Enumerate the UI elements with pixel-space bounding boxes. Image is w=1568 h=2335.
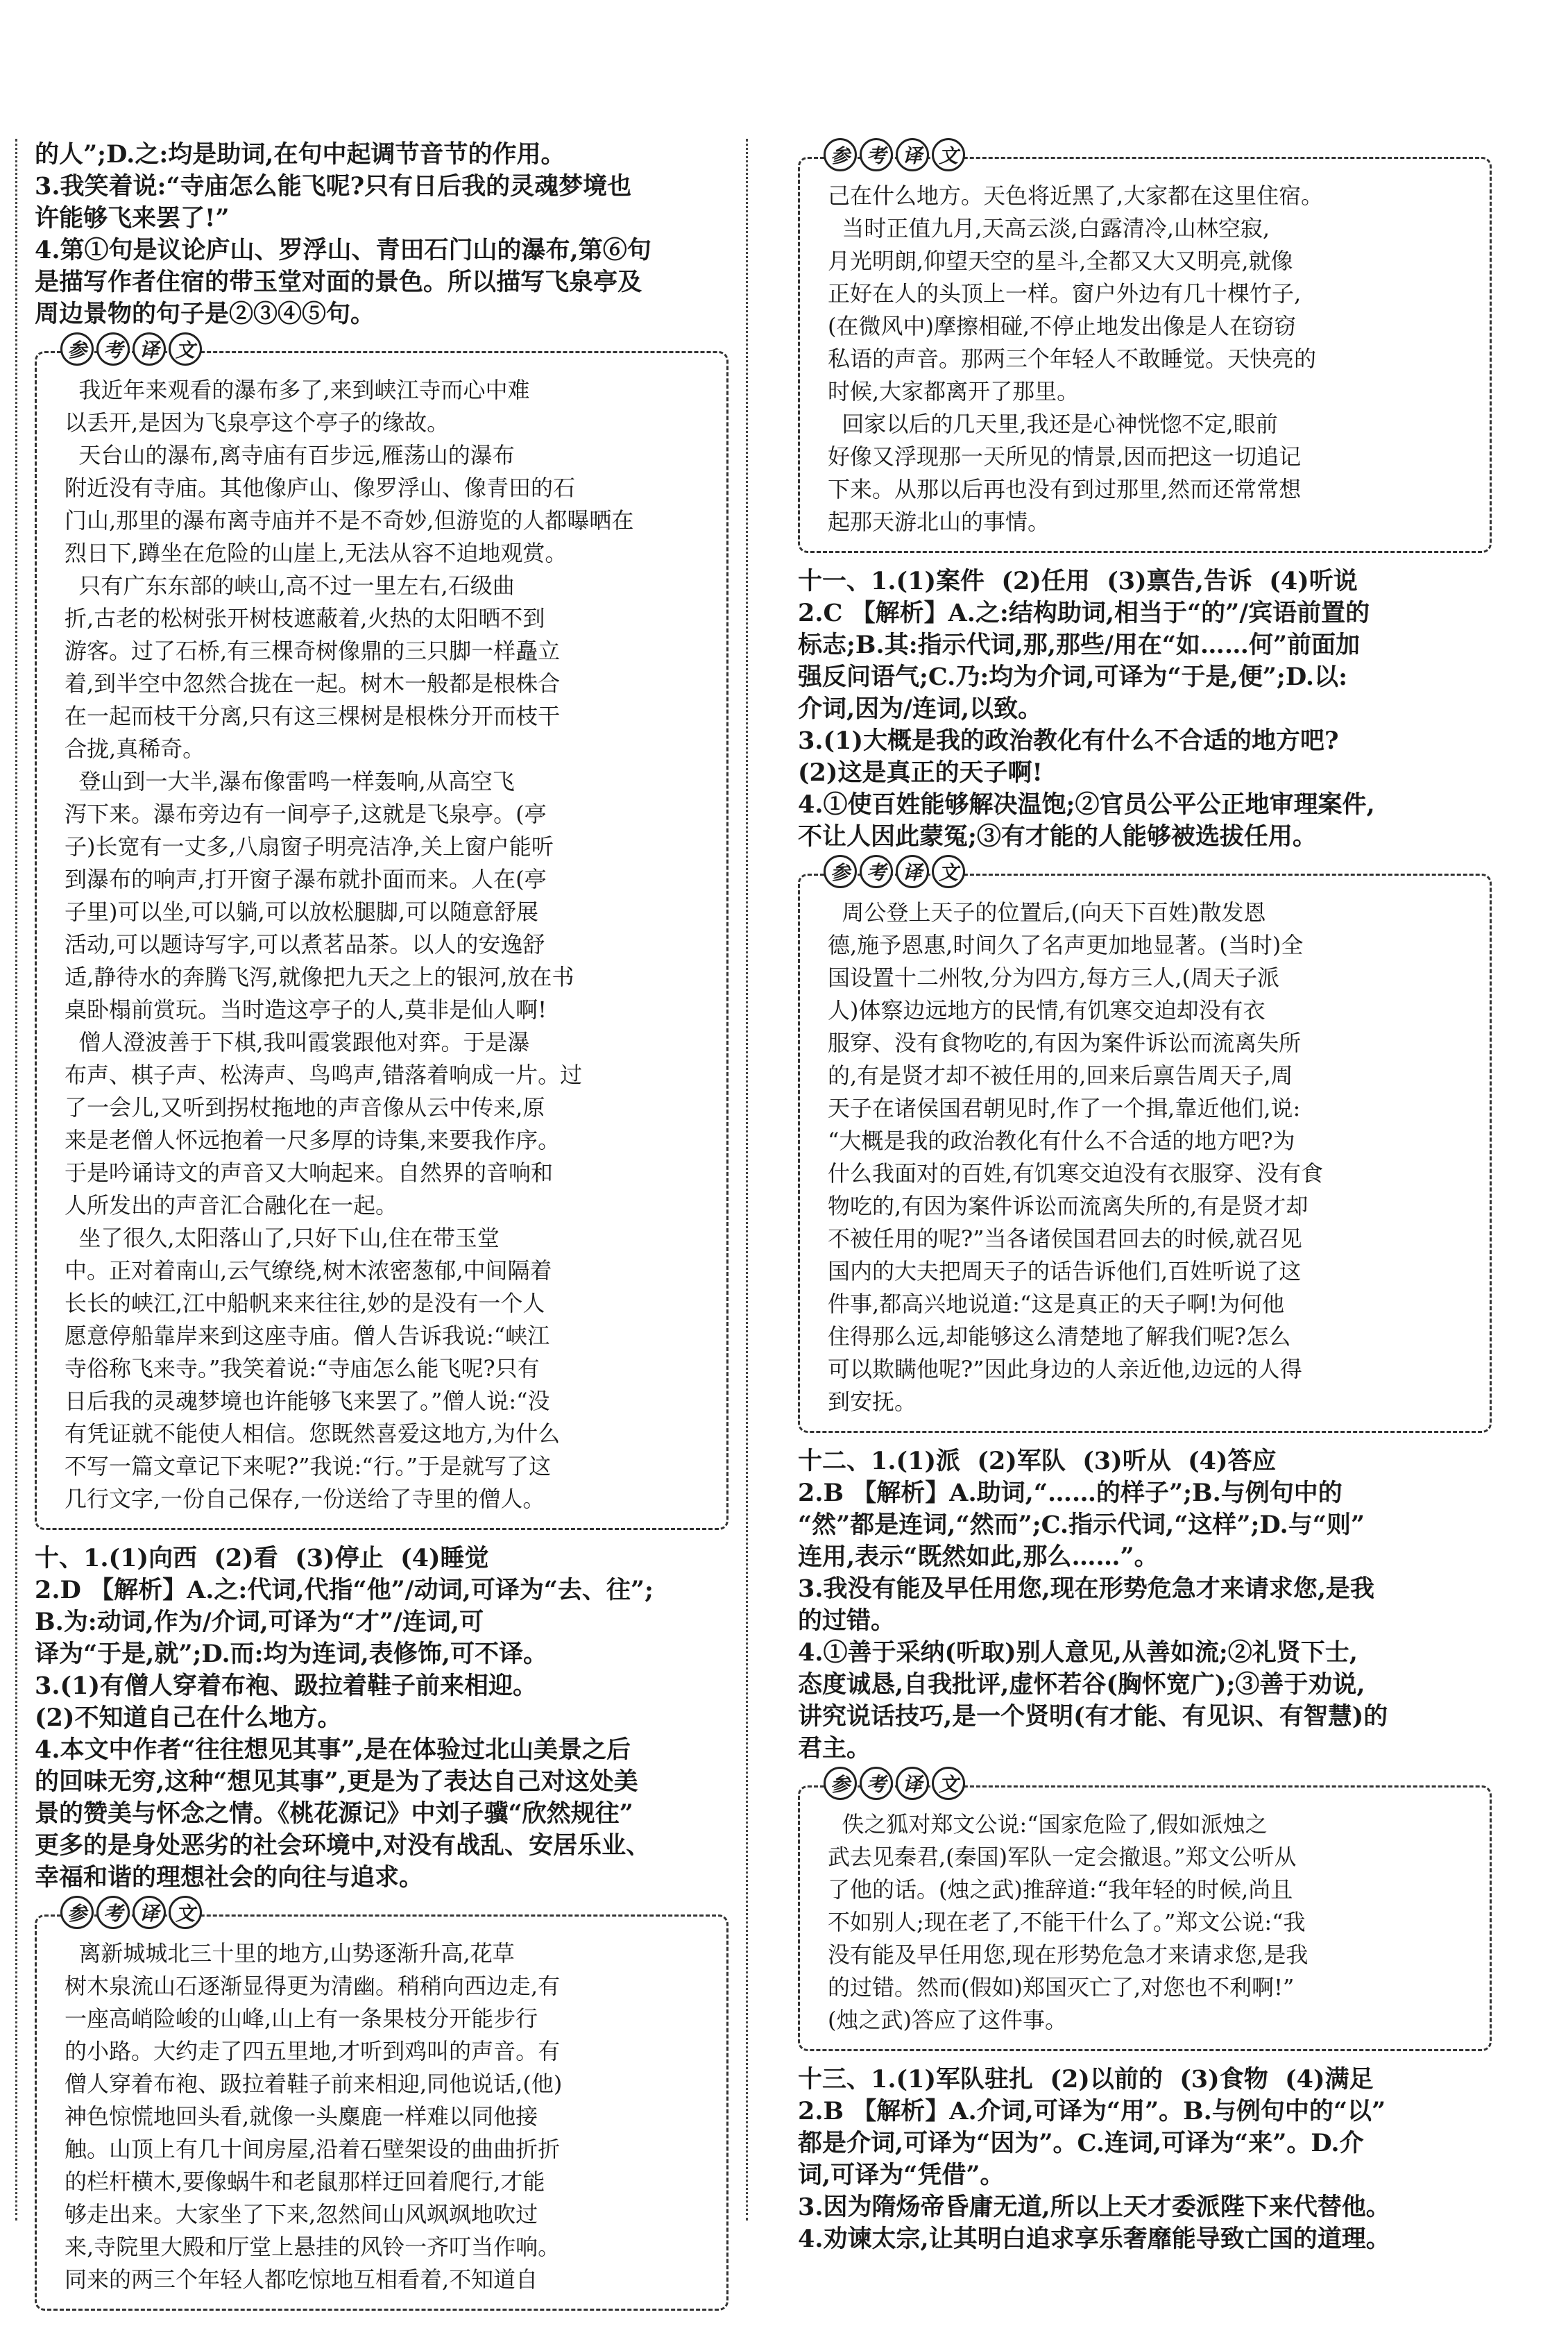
translation-line: 物吃的,有因为案件诉讼而流离失所的,有是贤才却 [828, 1193, 1309, 1219]
translation-line: 可以欺瞒他呢?”因此身边的人亲近他,边远的人得 [828, 1356, 1302, 1382]
translation-line: 寺俗称飞来寺。”我笑着说:“寺庙怎么能飞呢?只有 [65, 1355, 540, 1382]
translation-line: 来是老僧人怀远抱着一尺多厚的诗集,来要我作序。 [65, 1127, 561, 1153]
translation-line: 僧人穿着布袍、趿拉着鞋子前来相迎,同他说话,(他) [65, 2071, 563, 2097]
translation-line: 德,施予恩惠,时间久了名声更加地显著。(当时)全 [828, 932, 1304, 958]
answer-line: 十一、1.(1)案件 (2)任用 (3)禀告,告诉 (4)听说 [798, 567, 1358, 595]
translation-line: 月光明朗,仰望天空的星斗,全都又大又明亮,就像 [828, 248, 1293, 274]
translation-line: 什么我面对的百姓,有饥寒交迫没有衣服穿、没有食 [828, 1160, 1324, 1187]
translation-line: 的小路。大约走了四五里地,才听到鸡叫的声音。有 [65, 2038, 561, 2064]
label-char: 考 [96, 1896, 130, 1929]
translation-line: 天台山的瀑布,离寺庙有百步远,雁荡山的瀑布 [65, 442, 515, 468]
translation-line: 同来的两三个年轻人都吃惊地互相看着,不知道自 [65, 2266, 538, 2293]
answer-line: (2)这是真正的天子啊! [798, 758, 1043, 787]
answer-line: 十、1.(1)向西 (2)看 (3)停止 (4)睡觉 [35, 1544, 489, 1572]
translation-line: 国设置十二州牧,分为四方,每方三人,(周天子派 [828, 965, 1280, 991]
answer-line: 2.D 【解析】A.之:代词,代指“他”/动词,可译为“去、往”; [35, 1576, 654, 1604]
translation-line: 中。正对着南山,云气缭绕,树木浓密葱郁,中间隔着 [65, 1257, 552, 1284]
translation-line: 几行文字,一份自己保存,一份送给了寺里的僧人。 [65, 1486, 545, 1512]
translation-line: 门山,那里的瀑布离寺庙并不是不奇妙,但游览的人都曝晒在 [65, 507, 634, 534]
translation-line: “大概是我的政治教化有什么不合适的地方吧?为 [828, 1128, 1295, 1154]
translation-line: 不写一篇文章记下来呢?”我说:“行。”于是就写了这 [65, 1453, 552, 1479]
translation-line: 有凭证就不能使人相信。您既然喜爱这地方,为什么 [65, 1420, 561, 1447]
translation-line: 日后我的灵魂梦境也许能够飞来罢了。”僧人说:“没 [65, 1388, 550, 1414]
translation-line: 着,到半空中忽然合拢在一起。树木一般都是根株合 [65, 670, 561, 697]
translation-line: 泻下来。瀑布旁边有一间亭子,这就是飞泉亭。(亭 [65, 801, 547, 827]
translation-line: 到安抚。 [828, 1389, 917, 1415]
translation-line: 我近年来观看的瀑布多了,来到峡江寺而心中难 [65, 377, 530, 403]
answer-line: 词,可译为“凭借”。 [798, 2161, 1005, 2189]
label-char: 译 [133, 1896, 166, 1929]
answer-line: 2.B 【解析】A.助词,“……的样子”;B.与例句中的 [798, 1479, 1343, 1507]
translation-line: 的栏杆横木,要像蜗牛和老鼠那样迂回着爬行,才能 [65, 2168, 545, 2195]
label-char: 译 [896, 1767, 929, 1800]
translation-line: 佚之狐对郑文公说:“国家危险了,假如派烛之 [828, 1811, 1268, 1837]
translation-line: 合拢,真稀奇。 [65, 736, 205, 762]
translation-line: 私语的声音。那两三个年轻人不敢睡觉。天快亮的 [828, 346, 1317, 372]
answer-line: 许能够飞来罢了!” [35, 204, 230, 232]
label-char: 文 [932, 138, 965, 171]
translation-line: 一座高峭险峻的山峰,山上有一条果枝分开能步行 [65, 2005, 538, 2032]
translation-line: 当时正值九月,天高云淡,白露清冷,山林空寂, [828, 215, 1270, 241]
translation-line: 坐了很久,太阳落山了,只好下山,住在带玉堂 [65, 1225, 500, 1251]
answer-line: 景的赞美与怀念之情。《桃花源记》中刘子骥“欣然规往” [35, 1799, 633, 1828]
label-char: 文 [169, 1896, 202, 1929]
translation-line: 人)体察边远地方的民情,有饥寒交迫却没有衣 [828, 997, 1266, 1024]
answer-line: 3.(1)大概是我的政治教化有什么不合适的地方吧? [798, 727, 1339, 755]
label-char: 文 [932, 855, 965, 888]
translation-box-3 [798, 144, 1492, 553]
answer-line: 强反问语气;C.乃:均为介词,可译为“于是,便”;D.以: [798, 663, 1348, 691]
answer-line: 4.①善于采纳(听取)别人意见,从善如流;②礼贤下士, [798, 1638, 1358, 1667]
translation-line: 树木泉流山石逐渐显得更为清幽。稍稍向西边走,有 [65, 1973, 561, 1999]
answer-line: 十三、1.(1)军队驻扎 (2)以前的 (3)食物 (4)满足 [798, 2065, 1374, 2094]
label-char: 参 [60, 1896, 94, 1929]
answer-line: 介词,因为/连词,以致。 [798, 695, 1043, 723]
translation-line: 件事,都高兴地说道:“这是真正的天子啊!为何他 [828, 1291, 1285, 1317]
answer-line: 态度诚恳,自我批评,虚怀若谷(胸怀宽广);③善于劝说, [798, 1670, 1365, 1699]
translation-line: 活动,可以题诗写字,可以煮茗品茶。以人的安逸舒 [65, 931, 545, 958]
translation-line: 在一起而枝干分离,只有这三棵树是根株分开而枝干 [65, 703, 561, 729]
translation-line: 的,有是贤才却不被任用的,回来后禀告周天子,周 [828, 1062, 1293, 1089]
reference-translation-label [824, 138, 965, 171]
answer-line: 4.第①句是议论庐山、罗浮山、青田石门山的瀑布,第⑥句 [35, 236, 651, 264]
label-char: 译 [133, 332, 166, 366]
translation-box-1 [35, 339, 728, 1530]
answer-line: 3.我没有能及早任用您,现在形势危急才来请求您,是我 [798, 1574, 1374, 1603]
translation-box-5 [798, 1773, 1492, 2051]
translation-line: 游客。过了石桥,有三棵奇树像鼎的三只脚一样矗立 [65, 638, 561, 664]
answer-line: 是描写作者住宿的带玉堂对面的景色。所以描写飞泉亭及 [35, 268, 642, 296]
answer-line: 4.①使百姓能够解决温饱;②官员公平公正地审理案件, [798, 790, 1375, 819]
left-edge-rule [15, 139, 17, 2221]
answer-line: “然”都是连词,“然而”;C.指示代词,“这样”;D.与“则” [798, 1511, 1365, 1539]
translation-line: 不被任用的呢?”当各诸侯国君回去的时候,就召见 [828, 1225, 1302, 1252]
translation-line: 愿意停船靠岸来到这座寺庙。僧人告诉我说:“峡江 [65, 1323, 550, 1349]
translation-line: 于是吟诵诗文的声音又大响起来。自然界的音响和 [65, 1160, 554, 1186]
translation-line: 好像又浮现那一天所见的情景,因而把这一切追记 [828, 443, 1302, 470]
label-char: 参 [824, 138, 857, 171]
answer-line: 标志;B.其:指示代词,那,那些/用在“如……何”前面加 [798, 631, 1361, 659]
translation-line: 到瀑布的响声,打开窗子瀑布就扑面而来。人在(亭 [65, 866, 547, 892]
translation-line: 的过错。然而(假如)郑国灭亡了,对您也不利啊!” [828, 1974, 1295, 2001]
translation-line: 烈日下,蹲坐在危险的山崖上,无法从容不迫地观赏。 [65, 540, 568, 566]
answer-line: 更多的是身处恶劣的社会环境中,对没有战乱、安居乐业、 [35, 1831, 651, 1860]
translation-line: 登山到一大半,瀑布像雷鸣一样轰响,从高空飞 [65, 768, 515, 795]
translation-line: 天子在诸侯国君朝见时,作了一个揖,靠近他们,说: [828, 1095, 1301, 1121]
translation-line: 以丢开,是因为飞泉亭这个亭子的缘故。 [65, 409, 450, 436]
translation-line: 住得那么远,却能够这么清楚地了解我们呢?怎么 [828, 1323, 1291, 1350]
answer-line: 译为“于是,就”;D.而:均为连词,表修饰,可不译。 [35, 1640, 547, 1668]
translation-line: 只有广东东部的峡山,高不过一里左右,石级曲 [65, 572, 515, 599]
translation-line: 触。山顶上有几十间房屋,沿着石壁架设的曲曲折折 [65, 2136, 561, 2162]
label-char: 参 [60, 332, 94, 366]
answer-line: 都是介词,可译为“因为”。C.连词,可译为“来”。D.介 [798, 2129, 1364, 2157]
answer-line: (2)不知道自己在什么地方。 [35, 1704, 342, 1732]
translation-line: 折,古老的松树张开树枝遮蔽着,火热的太阳晒不到 [65, 605, 545, 631]
translation-line: 周公登上天子的位置后,(向天下百姓)散发恩 [828, 899, 1266, 926]
translation-line: 时候,大家都离开了那里。 [828, 378, 1080, 405]
column-divider [746, 139, 748, 2221]
translation-line: 子)长宽有一丈多,八扇窗子明亮洁净,关上窗户能听 [65, 833, 554, 860]
translation-line: 够走出来。大家坐了下来,忽然间山风飒飒地吹过 [65, 2201, 538, 2227]
translation-line: 了他的话。(烛之武)推辞道:“我年轻的时候,尚且 [828, 1876, 1293, 1903]
answer-line: 君主。 [798, 1734, 871, 1763]
translation-line: 神色惊慌地回头看,就像一头麋鹿一样难以同他接 [65, 2103, 538, 2130]
answer-line: 周边景物的句子是②③④⑤句。 [35, 300, 375, 328]
translation-line: 子里)可以坐,可以躺,可以放松腿脚,可以随意舒展 [65, 899, 539, 925]
answer-line: 讲究说话技巧,是一个贤明(有才能、有见识、有智慧)的 [798, 1702, 1388, 1731]
answer-line: 3.我笑着说:“寺庙怎么能飞呢?只有日后我的灵魂梦境也 [35, 172, 632, 201]
translation-line: 下来。从那以后再也没有到过那里,然而还常常想 [828, 476, 1302, 502]
answer-line: 十二、1.(1)派 (2)军队 (3)听从 (4)答应 [798, 1447, 1277, 1475]
translation-box-4 [798, 861, 1492, 1433]
translation-line: 不如别人;现在老了,不能干什么了。”郑文公说:“我 [828, 1909, 1306, 1935]
label-char: 译 [896, 138, 929, 171]
label-char: 考 [96, 332, 130, 366]
answer-line: 4.本文中作者“往往想见其事”,是在体验过北山美景之后 [35, 1735, 631, 1764]
answer-line: 4.劝谏太宗,让其明白追求享乐奢靡能导致亡国的道理。 [798, 2225, 1390, 2253]
translation-line: 服穿、没有食物吃的,有因为案件诉讼而流离失所 [828, 1030, 1302, 1056]
answer-line: 不让人因此蒙冤;③有才能的人能够被选拔任用。 [798, 822, 1317, 851]
label-char: 译 [896, 855, 929, 888]
translation-line: 起那天游北山的事情。 [828, 509, 1050, 535]
translation-line: (在微风中)摩擦相碰,不停止地发出像是人在窃窃 [828, 313, 1297, 339]
label-char: 参 [824, 1767, 857, 1800]
label-char: 考 [860, 855, 893, 888]
translation-line: 布声、棋子声、松涛声、鸟鸣声,错落着响成一片。过 [65, 1062, 583, 1088]
reference-translation-label [824, 855, 965, 888]
translation-line: 正好在人的头顶上一样。窗户外边有几十棵竹子, [828, 280, 1302, 307]
translation-line: (烛之武)答应了这件事。 [828, 2007, 1067, 2033]
answer-line: 的过错。 [798, 1606, 896, 1635]
translation-line: 人所发出的声音汇合融化在一起。 [65, 1192, 398, 1219]
translation-line: 没有能及早任用您,现在形势危急才来请求您,是我 [828, 1942, 1309, 1968]
answer-line: B.为:动词,作为/介词,可译为“才”/连词,可 [35, 1608, 484, 1636]
translation-line: 附近没有寺庙。其他像庐山、像罗浮山、像青田的石 [65, 475, 576, 501]
answer-line: 幸福和谐的理想社会的向往与追求。 [35, 1863, 424, 1892]
label-char: 文 [932, 1767, 965, 1800]
translation-line: 来,寺院里大殿和厅堂上悬挂的风铃一齐叮当作响。 [65, 2234, 561, 2260]
answer-line: 3.因为隋炀帝昏庸无道,所以上天才委派陛下来代替他。 [798, 2193, 1390, 2221]
translation-line: 离新城城北三十里的地方,山势逐渐升高,花草 [65, 1940, 515, 1967]
reference-translation-label [824, 1767, 965, 1800]
translation-line: 僧人澄波善于下棋,我叫霞裳跟他对弈。于是瀑 [65, 1029, 530, 1055]
translation-line: 桌卧榻前赏玩。当时造这亭子的人,莫非是仙人啊! [65, 996, 547, 1023]
answer-line: 的回味无穷,这种“想见其事”,更是为了表达自己对这处美 [35, 1767, 638, 1796]
answer-line: 2.B 【解析】A.介词,可译为“用”。B.与例句中的“以” [798, 2097, 1386, 2125]
translation-line: 武去见秦君,(秦国)军队一定会撤退。”郑文公听从 [828, 1844, 1297, 1870]
answer-line: 2.C 【解析】A.之:结构助词,相当于“的”/宾语前置的 [798, 599, 1370, 627]
label-char: 考 [860, 1767, 893, 1800]
answer-line: 的人”;D.之:均是助词,在句中起调节音节的作用。 [35, 140, 565, 169]
translation-line: 长长的峡江,江中船帆来来往往,妙的是没有一个人 [65, 1290, 545, 1316]
reference-translation-label [60, 1896, 202, 1929]
label-char: 参 [824, 855, 857, 888]
left-column [35, 139, 728, 2319]
label-char: 考 [860, 138, 893, 171]
translation-line: 国内的大夫把周天子的话告诉他们,百姓听说了这 [828, 1258, 1302, 1284]
translation-line: 了一会儿,又听到拐杖拖地的声音像从云中传来,原 [65, 1094, 545, 1121]
reference-translation-label [60, 332, 202, 366]
translation-line: 回家以后的几天里,我还是心神恍惚不定,眼前 [828, 411, 1278, 437]
answer-line: 3.(1)有僧人穿着布袍、趿拉着鞋子前来相迎。 [35, 1672, 538, 1700]
translation-line: 己在什么地方。天色将近黑了,大家都在这里住宿。 [828, 182, 1324, 209]
label-char: 文 [169, 332, 202, 366]
translation-box-2 [35, 1902, 728, 2311]
answer-line: 连用,表示“既然如此,那么……”。 [798, 1543, 1159, 1571]
translation-line: 适,静待水的奔腾飞泻,就像把九天之上的银河,放在书 [65, 964, 574, 990]
right-column [798, 139, 1492, 2255]
